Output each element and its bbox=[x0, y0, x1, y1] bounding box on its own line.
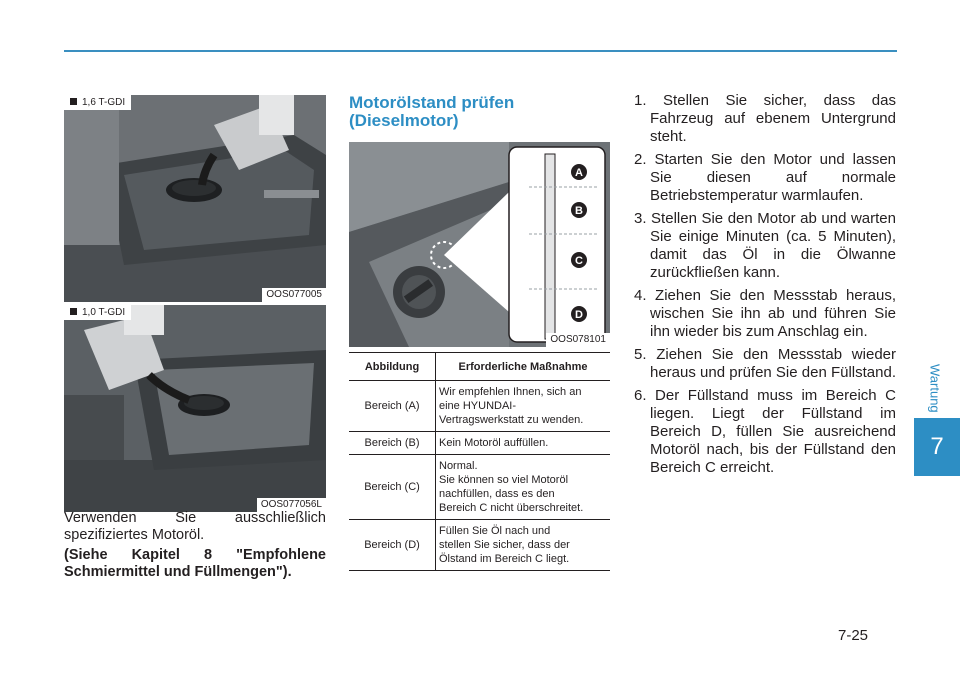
area-cell: Bereich (C) bbox=[349, 455, 436, 520]
heading-line-2: (Dieselmotor) bbox=[349, 111, 459, 130]
area-cell: Bereich (B) bbox=[349, 432, 436, 455]
header-rule bbox=[64, 50, 897, 52]
action-line: Bereich C nicht überschreitet. bbox=[439, 502, 584, 514]
engine-variant-tag bbox=[64, 95, 131, 110]
action-line: Vertragswerkstatt zu wenden. bbox=[439, 414, 584, 426]
dipstick-marker-label: C bbox=[575, 255, 583, 267]
procedure-step: 4. Ziehen Sie den Messstab heraus, wischen Sie ihn ab und führen Sie ihn wieder bis zum Anschlag ein. bbox=[634, 287, 896, 340]
action-line: Normal. bbox=[439, 460, 478, 472]
black-square-icon bbox=[70, 98, 77, 105]
action-cell bbox=[436, 432, 611, 455]
area-cell: Bereich (A) bbox=[349, 381, 436, 432]
column-header: Erforderliche Maßnahme bbox=[436, 353, 611, 381]
chapter-side-label: Wartung bbox=[927, 363, 943, 413]
action-line: Wir empfehlen Ihnen, sich an bbox=[439, 386, 582, 398]
action-cell bbox=[436, 455, 611, 520]
figure-code: OOS078101 bbox=[546, 333, 610, 347]
table-row bbox=[349, 381, 610, 432]
action-line: Ölstand im Bereich C liegt. bbox=[439, 553, 570, 565]
black-square-icon bbox=[70, 308, 77, 315]
dipstick-illustration bbox=[349, 142, 610, 347]
engine-photo-1-6-tgdi bbox=[64, 95, 326, 302]
action-line: Füllen Sie Öl nach und bbox=[439, 525, 551, 537]
figure-code: OOS077056L bbox=[257, 498, 326, 512]
column-header: Abbildung bbox=[349, 353, 436, 381]
table-header-row bbox=[349, 353, 610, 381]
dipstick-marker-label: B bbox=[575, 205, 583, 217]
procedure-steps bbox=[634, 92, 896, 482]
engine-variant-tag bbox=[64, 305, 131, 320]
engine-photo-1-0-tgdi bbox=[64, 305, 326, 512]
engine-illustration bbox=[64, 305, 326, 512]
procedure-step: 2. Starten Sie den Motor und lassen Sie diesen auf normale Betriebstemperatur warmlaufen. bbox=[634, 151, 896, 204]
reference-paragraph: (Siehe Kapitel 8 "Empfohlene Schmiermittel und Füllmengen"). bbox=[64, 547, 326, 580]
engine-variant-label: 1,0 T-GDI bbox=[82, 307, 126, 318]
action-cell bbox=[436, 381, 611, 432]
table-row bbox=[349, 520, 610, 571]
action-line: eine HYUNDAI- bbox=[439, 400, 517, 412]
area-cell: Bereich (D) bbox=[349, 520, 436, 571]
action-line: stellen Sie sicher, dass der bbox=[439, 539, 570, 551]
action-line: Kein Motoröl auffüllen. bbox=[439, 437, 549, 449]
body-paragraph: Verwenden Sie ausschließlich spezifiziertes Motoröl. bbox=[64, 510, 326, 543]
engine-variant-label: 1,6 T-GDI bbox=[82, 97, 126, 108]
procedure-step: 5. Ziehen Sie den Messstab wieder heraus und prüfen Sie den Füllstand. bbox=[634, 346, 896, 381]
heading-line-1: Motorölstand prüfen bbox=[349, 93, 515, 112]
table-row bbox=[349, 455, 610, 520]
section-heading bbox=[349, 94, 609, 130]
oil-level-table bbox=[349, 352, 610, 571]
table-row bbox=[349, 432, 610, 455]
page-number: 7-25 bbox=[838, 627, 869, 644]
procedure-step: 1. Stellen Sie sicher, dass das Fahrzeug auf ebenem Untergrund steht. bbox=[634, 92, 896, 145]
dipstick-photo bbox=[349, 142, 610, 347]
procedure-step: 3. Stellen Sie den Motor ab und warten Sie einige Minuten (ca. 5 Minuten), damit das Öl in die Ölwanne zurückfließen kann. bbox=[634, 210, 896, 281]
dipstick-marker-label: D bbox=[575, 309, 583, 321]
chapter-tab: 7 bbox=[914, 418, 960, 476]
action-line: nachfüllen, dass es den bbox=[439, 488, 555, 500]
action-cell bbox=[436, 520, 611, 571]
engine-illustration bbox=[64, 95, 326, 302]
procedure-step: 6. Der Füllstand muss im Bereich C liegen. Liegt der Füllstand im Bereich D, füllen Sie ausreichend Motoröl nach, bis der Füllstand den Bereich C erreicht. bbox=[634, 387, 896, 476]
action-line: Sie können so viel Motoröl bbox=[439, 474, 569, 486]
dipstick-marker-label: A bbox=[575, 167, 583, 179]
figure-code: OOS077005 bbox=[262, 288, 326, 302]
